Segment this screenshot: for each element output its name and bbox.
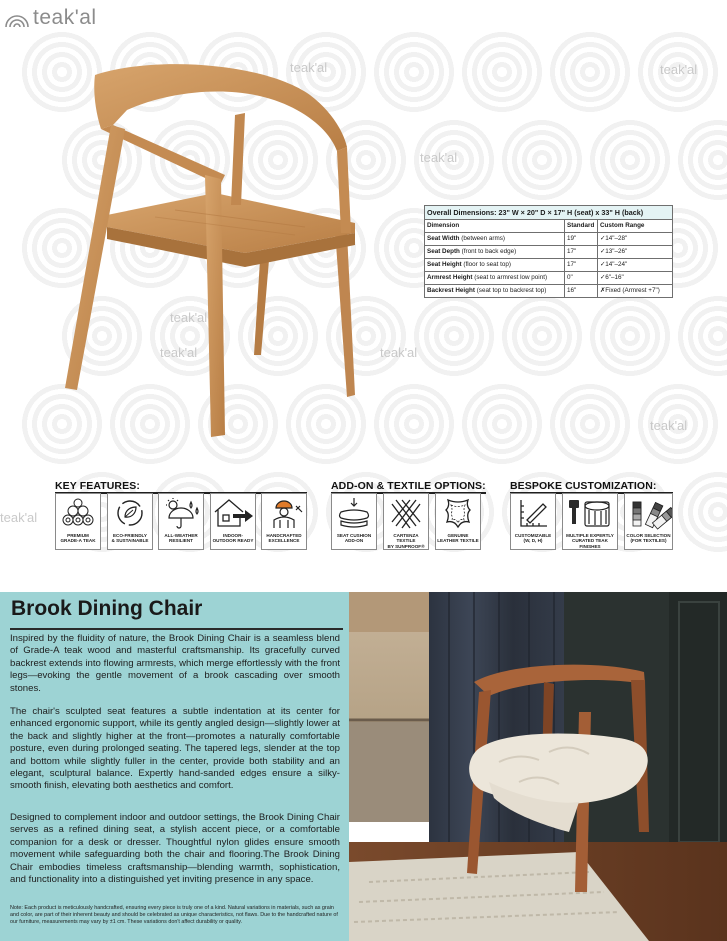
watermark-text: teak'al	[650, 418, 688, 433]
custom-range: ✓14"–24"	[598, 259, 673, 272]
bespoke-tile-colors	[624, 493, 673, 550]
lifestyle-photo	[349, 592, 727, 941]
logo-text: teak'al	[33, 6, 97, 29]
table-row	[425, 259, 673, 272]
column-header: Dimension	[425, 220, 565, 233]
swatches-icon	[625, 496, 672, 530]
watermark-text: teak'al	[0, 510, 38, 525]
watermark-text: teak'al	[160, 345, 198, 360]
title-rule	[10, 628, 343, 630]
craftsman-icon	[262, 496, 306, 530]
addons-title: ADD-ON & TEXTILE OPTIONS:	[331, 480, 486, 492]
watermark-arc	[460, 382, 544, 466]
feature-label: ALL-WEATHER RESILIENT	[164, 533, 198, 544]
bespoke-tile-dimensions	[510, 493, 556, 550]
dimension-name: Seat Depth	[427, 247, 460, 255]
dimension-name: Seat Width	[427, 234, 460, 242]
teak-logs-icon	[56, 496, 100, 530]
table-header-row	[425, 220, 673, 233]
column-header: Standard	[565, 220, 598, 233]
standard-value: 17"	[565, 259, 598, 272]
watermark-arc	[588, 118, 672, 202]
dimension-note: (floor to seat top)	[463, 260, 511, 268]
custom-range: ✓6"–16"	[598, 272, 673, 285]
dimension-name: Armrest Height	[427, 273, 473, 281]
watermark-text: teak'al	[660, 62, 698, 77]
standard-value: 0"	[565, 272, 598, 285]
watermark-text: teak'al	[420, 150, 458, 165]
watermark-arc	[588, 294, 672, 378]
overall-dimensions: Overall Dimensions: 23" W × 20" D × 17" H (seat) x 33" H (back)	[425, 206, 673, 220]
watermark-arc	[372, 30, 456, 114]
cushion-icon	[332, 496, 376, 530]
description-paragraph: Inspired by the fluidity of nature, the Brook Dining Chair is a seamless blend of Grade-A teak wood and masterful craftsmanship. Its gracefully curved backrest extends into flowing armrests, which merge effortlessly with the front legs—evoking the gentle movement of a brook cascading over smooth stones.	[10, 633, 340, 694]
dimension-note: (seat to armrest low point)	[474, 273, 548, 281]
table-row	[425, 272, 673, 285]
bespoke-title: BESPOKE CUSTOMIZATION:	[510, 480, 657, 492]
watermark-text: teak'al	[290, 60, 328, 75]
dimension-note: (front to back edge)	[461, 247, 517, 255]
watermark-arc	[676, 118, 727, 202]
column-header: Custom Range	[598, 220, 673, 233]
dimension-name: Backrest Height	[427, 286, 475, 294]
feature-tile-handcrafted	[261, 493, 307, 550]
bespoke-label: MULTIPLE EXPERTLY CURATED TEAK FINISHES	[566, 533, 614, 549]
addon-label: CARTENZA TEXTILE BY SUNPROOF®	[387, 533, 425, 549]
custom-range: ✗Fixed (Armrest +7")	[598, 285, 673, 298]
key-features-title: KEY FEATURES:	[55, 480, 140, 492]
weave-icon	[384, 496, 428, 530]
watermark-arc	[500, 118, 584, 202]
watermark-text: teak'al	[170, 310, 208, 325]
table-row	[425, 233, 673, 246]
feature-tile-indoor-outdoor	[210, 493, 256, 550]
watermark-arc	[500, 294, 584, 378]
watermark-text: teak'al	[380, 345, 418, 360]
watermark-arc	[676, 294, 727, 378]
feature-label: HANDCRAFTED EXCELLENCE	[266, 533, 302, 544]
house-arrow-icon	[211, 496, 255, 530]
watermark-arc	[460, 30, 544, 114]
chair-product-image	[55, 55, 375, 445]
bespoke-label: COLOR SELECTION (FOR TEXTILES)	[626, 533, 671, 544]
brand-logo	[4, 6, 97, 30]
bespoke-label: CUSTOMIZABLE (W, D, H)	[514, 533, 552, 544]
addon-label: SEAT CUSHION ADD-ON	[336, 533, 372, 544]
feature-label: PREMIUM GRADE-A TEAK	[60, 533, 96, 544]
feature-tile-eco	[107, 493, 153, 550]
custom-range: ✓14"–28"	[598, 233, 673, 246]
description-paragraph: Designed to complement indoor and outdoor settings, the Brook Dining Chair serves as a refined dining seat, a stylish accent piece, or a comfortable companion for a desk or dresser. Thoughtful nylon glides ensure smooth movement while safeguarding both the chair and flooring.The Brook Dining Chair embodies timeless craftsmanship—blending warmth, sophistication, and functionality into a distinguished yet inviting presence in any space.	[10, 812, 340, 886]
weather-umbrella-icon	[159, 496, 203, 530]
addon-tile-leather	[435, 493, 481, 550]
dimension-note: (between arms)	[461, 234, 505, 242]
leather-hide-icon	[436, 496, 480, 530]
table-row	[425, 246, 673, 259]
ruler-icon	[511, 496, 555, 530]
logo-arcs-icon	[4, 7, 30, 29]
standard-value: 16"	[565, 285, 598, 298]
dimension-note: (seat top to backrest top)	[476, 286, 547, 294]
watermark-arc	[548, 30, 632, 114]
standard-value: 19"	[565, 233, 598, 246]
feature-tile-teak	[55, 493, 101, 550]
description-paragraph: The chair's sculpted seat features a subtle indentation at its center for enhanced ergonomic support, while its gently angled design—slightly lower at the back and slightly higher at the front—promotes a naturally comfortable posture, even during prolonged seating. The tapered legs, slender at the top and bottom while slightly fuller in the center, provide both stability and an elegant, sculptural balance. Expertly hand-sanded edges ensure a silky-smooth finish, elevating both aesthetics and comfort.	[10, 706, 340, 792]
dimension-name: Seat Height	[427, 260, 462, 268]
feature-label: INDOOR- OUTDOOR READY	[212, 533, 254, 544]
brush-wood-icon	[563, 496, 617, 530]
watermark-arc	[372, 382, 456, 466]
watermark-arc	[676, 470, 727, 554]
feature-tile-weather	[158, 493, 204, 550]
dimensions-table	[424, 205, 673, 298]
table-row	[425, 285, 673, 298]
watermark-arc	[412, 294, 496, 378]
handcrafted-note: Note: Each product is meticulously handcrafted, ensuring every piece is truly one of a kind. Natural variations in materials, such as grain and color, are part of their inherent beauty and should be celebrated as unique characteristics, not flaws. Due to the handcrafted nature of our furniture, measurements may vary by ±1 cm. These variations don't affect durability or quality.	[10, 905, 338, 925]
addon-label: GENUINE LEATHER TEXTILE	[437, 533, 479, 544]
addon-tile-cartenza	[383, 493, 429, 550]
product-title: Brook Dining Chair	[11, 597, 203, 620]
watermark-arc	[548, 382, 632, 466]
standard-value: 17"	[565, 246, 598, 259]
bespoke-tile-finishes	[562, 493, 618, 550]
recycle-leaf-icon	[108, 496, 152, 530]
feature-label: ECO-FRIENDLY & SUSTAINABLE	[111, 533, 149, 544]
custom-range: ✓13"–26"	[598, 246, 673, 259]
addon-tile-cushion	[331, 493, 377, 550]
